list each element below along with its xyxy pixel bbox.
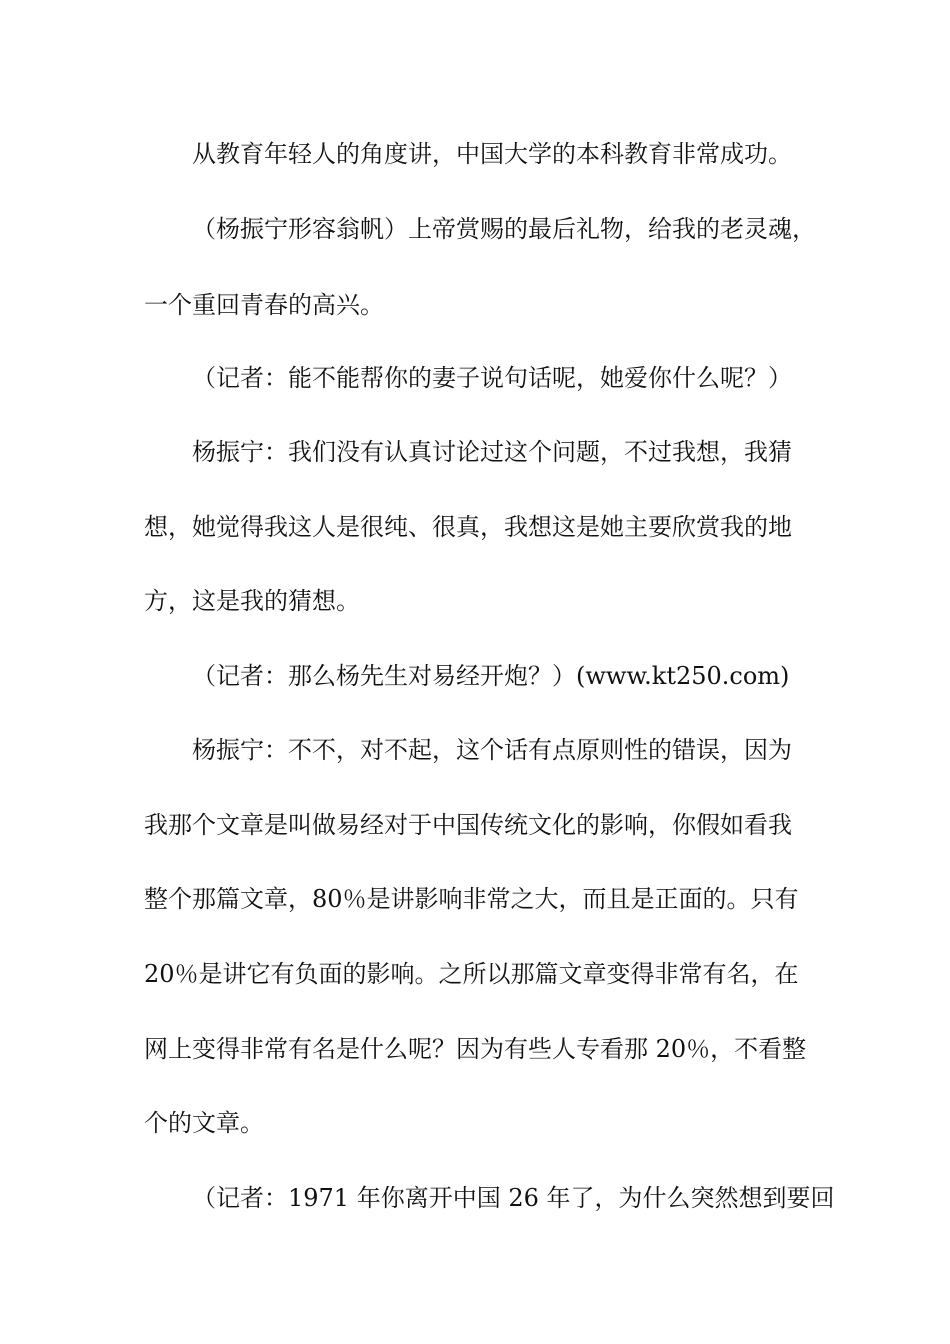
text-line-5: 杨振宁：我们没有认真讨论过这个问题，不过我想，我猜 [192, 438, 792, 466]
text-line-3: 一个重回青春的高兴。 [144, 291, 384, 319]
text-line-14: 个的文章。 [144, 1109, 264, 1137]
text-line-11: 整个那篇文章，80％是讲影响非常之大，而且是正面的。只有 [144, 885, 799, 913]
text-line-12: 20％是讲它有负面的影响。之所以那篇文章变得非常有名，在 [144, 960, 799, 988]
text-line-8: （记者：那么杨先生对易经开炮？）(www.kt250.com) [192, 662, 790, 690]
text-line-2: （杨振宁形容翁帆）上帝赏赐的最后礼物，给我的老灵魂， [192, 215, 816, 243]
text-line-15: （记者：1971 年你离开中国 26 年了，为什么突然想到要回 [192, 1184, 835, 1212]
text-line-10: 我那个文章是叫做易经对于中国传统文化的影响，你假如看我 [144, 811, 792, 839]
text-line-13: 网上变得非常有名是什么呢？因为有些人专看那 20％，不看整 [144, 1035, 807, 1063]
text-line-1: 从教育年轻人的角度讲，中国大学的本科教育非常成功。 [192, 140, 792, 168]
text-line-9: 杨振宁：不不，对不起，这个话有点原则性的错误，因为 [192, 736, 792, 764]
text-line-6: 想，她觉得我这人是很纯、很真，我想这是她主要欣赏我的地 [144, 513, 792, 541]
text-line-4: （记者：能不能帮你的妻子说句话呢，她爱你什么呢？） [192, 364, 792, 392]
text-line-7: 方，这是我的猜想。 [144, 587, 360, 615]
